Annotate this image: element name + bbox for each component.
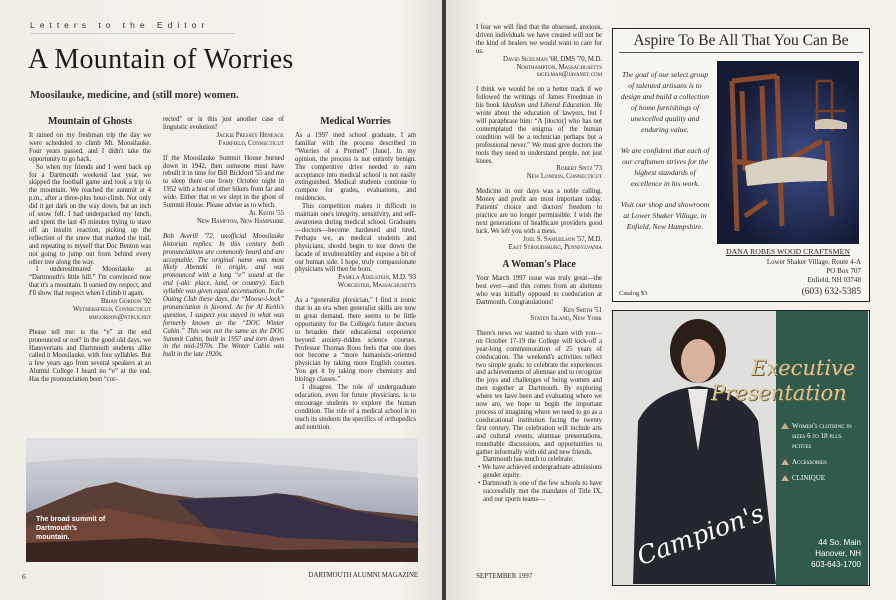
ad-phone: (603) 632-5385 xyxy=(801,287,861,297)
paragraph: I think we would be on a better track if we followed the writings of James Freedman in his book Idealism and Liberal Education. He wrote about the education of lawyers, but I will paraphrase him: “A [doctor] who has not contemplated the enigma of the human condition will be a technician perhaps but a professional never.” We must give doctors the tools they need to understand people, not just knees. xyxy=(476,86,602,165)
historian-reply: Bob Averill '72, unofficial Moosilauke historian replies: In this century both pronunciations are commonly heard and are acceptable. The original name was most likely Abenaki in origin, and was pronounced with a long “e” sound at the end (-aki: place, land, or country). Each syllable was given equal accentuation. In the Outing Club these days, the “Moose-i-lock” pronunciation is favored. As for Al Keith's question, I suspect you stayed in what was formerly known as the “DOC Winter Cabin.” This was not the same as the DOC Summit Cabin, built in 1957 and torn down in the mid-1970s. The Winter Cabin was built in the late 1920s. xyxy=(163,232,284,359)
heading-a-womans-place: A Woman's Place xyxy=(502,259,576,271)
paragraph: I underestimated Moosilauke as “Dartmouth's little hill.” I'm convinced now that it's a mountain. It earned my respect, and I'll show that respect when I climb it again. xyxy=(29,266,151,298)
heading-medical-worries: Medical Worries xyxy=(320,116,391,127)
signature: Joel S. Samuelson '57, M.D. East Stroudsburg, Pennsylvania xyxy=(508,235,602,251)
book-title: Idealism and Liberal Education. xyxy=(502,102,592,110)
signature: Robert Spitz '73 New London, Connecticut xyxy=(526,165,602,181)
campions-ad xyxy=(612,310,870,586)
photo-caption: The broad summit of Dartmouth's mountain. xyxy=(36,516,106,541)
article-title: A Mountain of Worries xyxy=(28,44,294,75)
paragraph: I fear we will find that the obsessed, anxious, driven individuals we have created will not be the kind of healers we would want to care for us. xyxy=(476,24,602,55)
paragraph: Please tell me: is the “e” at the end pronounced or not? In the good old days, we Hanoverians and Dartmouth students alike called it Moosilauke, with four syllables. But a few years ago from several speakers at an Alumni College I heard no “e” at the end. Has the pronunciation been “cor- xyxy=(29,328,151,384)
bullet-list xyxy=(476,464,602,504)
ad-address: Lower Shaker Village, Route 4-A PO Box 707 Enfield, NH 03748 xyxy=(766,258,861,284)
ad-headline: Executive Presentation xyxy=(711,356,856,405)
signature: Ken Smith '51 Staten Island, New York xyxy=(530,307,602,322)
signature: Al Keith '55 New Hampton, New Hampshire xyxy=(197,209,284,225)
feature-item: CLINIQUE xyxy=(781,473,861,483)
paragraph: If the Moosilauke Summit House burned down in 1942, then someone must have rebuilt it in time for Bill Bickford '55 and me to sleep there one frosty October night in 1952 with a host of other hikers from far and wide. Either that or we slept in the ghost of Summit House. Please advise as to which. xyxy=(163,154,284,210)
column-1 xyxy=(29,114,151,384)
list-item: • Dartmouth is one of the few schools to have successfully met the mandates of Title IX, and our sports teams— xyxy=(478,480,602,503)
ad-catalog: Catalog $3 xyxy=(619,290,648,297)
paragraph: I disagree. The role of undergraduate education, even for future physicians, is to encourage students to explore the human condition. The role of a medical school is to teach its students the specifics of orthopedics and nutrition. xyxy=(295,384,416,431)
ad-brand: DANA ROBES WOOD CRAFTSMEN xyxy=(726,247,850,256)
paragraph: As a 1997 med school graduate, I am familiar with the process described in “Worries of a Premed” [June]. In my opinion, the process is not entirely benign. The competitive drive needed to earn acceptance into medical school is not easily extinguished. Medical students continue to compete for grades, evaluations, and residencies. xyxy=(295,132,416,203)
issue-date: SEPTEMBER 1997 xyxy=(476,572,533,580)
chair-photo xyxy=(717,61,859,244)
feature-item: Accessories xyxy=(781,457,861,467)
paragraph: Your March 1997 issue was truly great—the best ever—and this comes from an alumnus who was initially opposed to coeducation at Dartmouth. Congratulations! xyxy=(476,275,602,307)
heading-mountain-of-ghosts: Mountain of Ghosts xyxy=(47,116,133,127)
ad-body: The goal of our select group of talented artisans is to design and build a collection of home furnishings of unexcelled quality and enduring value. We are confident that each of our craftsmen strives for the highest standards of excellence in his work. Visit our shop and showroom at Lower Shaker Village, in Enfield, New Hampshire. xyxy=(620,70,710,231)
signature: Pamela Adelstein, M.D. '93 Worcester, Massachusetts xyxy=(337,274,416,290)
paragraph: It rained on my freshman trip the day we were scheduled to climb Mt. Moosilauke. Four years passed, and I didn't take the opportunity to go back. xyxy=(29,132,151,163)
article-subtitle: Moosilauke, medicine, and (still more) women. xyxy=(30,90,239,101)
magazine-name: DARTMOUTH ALUMNI MAGAZINE xyxy=(308,572,418,579)
signature: Brian Gordon '92 Wethersfield, Connecticut bmgordon@ntplx.net xyxy=(72,298,151,321)
dana-robes-ad xyxy=(612,28,870,302)
left-page xyxy=(0,0,442,600)
paragraph: Dartmouth has much to celebrate: xyxy=(483,456,574,464)
paragraph: Medicine in our days was a noble calling. Money and profit are most important today. Patients' choice and doctors' freedom to practice are no longer permissible. I wish the next generations of healthcare providers good luck. We left you with a mess. xyxy=(476,188,602,235)
column-4 xyxy=(476,24,602,504)
feature-item: Women's clothing in sizes 6 to 18 plus petites xyxy=(781,421,861,451)
paragraph: So when my friends and I went back up for a Dartmouth weekend last year, we skipped the football game and took a trip to the mountain. We reached the summit at 4 p.m., after a three-plus hour-climb. Not only did it get dark on the way down, but an inch of snow fell. I had underpacked my lunch, and spent the last 45 minutes trying to stave off an insulin reaction, picking up the reflection of the snow that marked the trail, and repeating to myself that Doc Benton was not going to jump out from behind every other tree along the way. xyxy=(29,163,151,266)
list-item: • We have achieved undergraduate admissions gender equity. xyxy=(478,464,602,480)
signature: Jackie Pressey Heneage Fairfield, Connecticut xyxy=(216,131,284,147)
signature: David Sigelman '68, DMS '70, M.D. Northampton, Massachusetts sigelman@javanet.com xyxy=(503,55,602,79)
feature-list xyxy=(781,421,861,489)
campions-logo: Campion's xyxy=(633,498,768,571)
page-number: 6 xyxy=(22,572,26,581)
paragraph: As a “generalist physician,” I find it ironic that in an era when generalist skills are now in great demand, there seems to be little opportunity for the College's future doctors to broaden their educational experience beyond anxiety-ridden science courses. Professor Thomas Roos feels that one does not become a “more humanistic-oriented physician by taking more English courses. You get it by taking more chemistry and biology classes.” xyxy=(295,297,416,384)
paragraph: This competition makes it difficult to maintain one's integrity, sensitivity, and self-awareness during medical school. Graduates—doctors—become hardened and tired. Perhaps we, as medical students and physicians, should begin to tear down the facade of invulnerability and expose a bit of our human side. I hope, truly compassionate physicians will then be born. xyxy=(295,203,416,274)
column-2 xyxy=(163,116,284,359)
column-3 xyxy=(295,114,416,432)
paragraph: There's news we wanted to share with you—on October 17-19 the College will kick-off a year-long commemoration of 25 years of coeducation. The weekend's activities reflect two simple goals: to celebrate the experiences and achievements of alumnae and to recognize the joys and challenges of being women and men together at Dartmouth. By exploring where we have been and evaluating where we now are, we hope to begin the important process of imagining where we need to go as a coeducational institution facing the twenty first century. The celebration will include arts and cultural events, alumnae presentations, roundtable discussions, and opportunities to gather informally with old and new friends. xyxy=(476,329,602,456)
mountain-photo xyxy=(26,438,418,562)
paragraph: rected” or is this just another case of linguistic evolution? xyxy=(163,116,284,131)
ad-address: 44 So. Main Hanover, NH 603-643-1700 xyxy=(811,538,861,569)
section-kicker: Letters to the Editor xyxy=(30,20,235,34)
ad-headline: Aspire To Be All That You Can Be xyxy=(619,32,863,53)
